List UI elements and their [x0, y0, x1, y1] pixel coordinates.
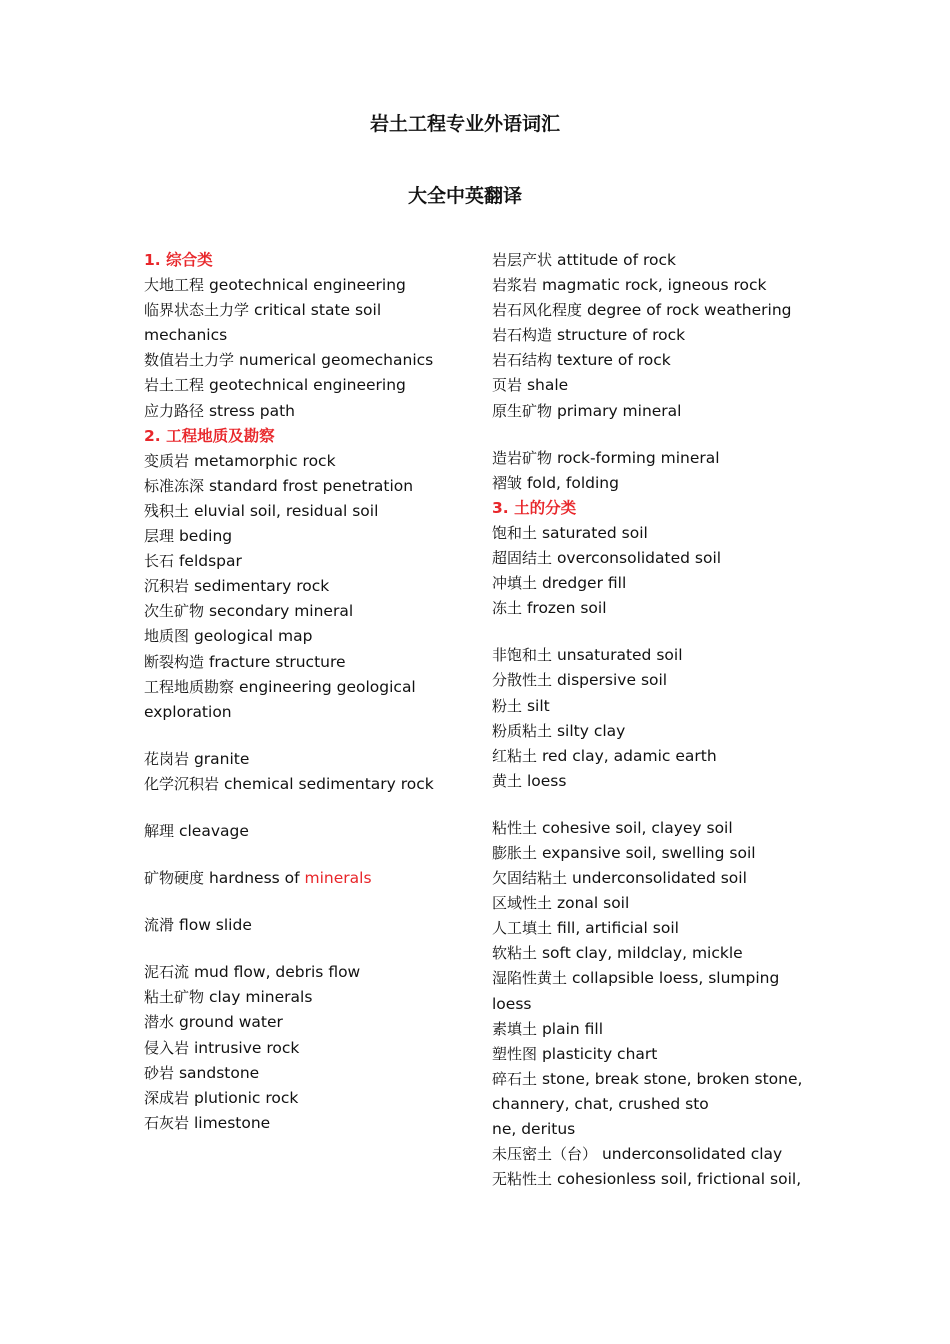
english-term: hardness of	[208, 869, 300, 888]
glossary-entry	[144, 373, 474, 398]
glossary-entry	[492, 916, 812, 941]
english-term: clay minerals	[208, 988, 313, 1007]
glossary-entry	[492, 668, 812, 693]
glossary-entry	[492, 521, 812, 546]
english-term: ground water	[178, 1013, 283, 1032]
chinese-term: 粘性土	[492, 818, 538, 837]
chinese-term: 素填土	[492, 1019, 538, 1038]
chinese-term: 数值岩土力学	[144, 351, 235, 370]
chinese-term: 石灰岩	[144, 1113, 190, 1132]
chinese-term: 膨胀土	[492, 843, 538, 862]
english-term: degree of rock weathering	[586, 301, 792, 320]
glossary-entry	[492, 891, 812, 916]
english-term: plutionic rock	[193, 1088, 299, 1107]
document-title: 岩土工程专业外语词汇	[369, 113, 560, 135]
chinese-term: 侵入岩	[144, 1038, 190, 1057]
glossary-entry	[492, 941, 812, 966]
english-term: overconsolidated soil	[556, 549, 722, 568]
glossary-entry	[144, 913, 474, 938]
right-column	[492, 248, 812, 1192]
english-term: collapsible loess, slumping	[571, 969, 780, 988]
chinese-term: 页岩	[492, 376, 523, 395]
glossary-entry	[144, 524, 474, 549]
english-term: beding	[178, 527, 233, 546]
glossary-entry	[144, 1086, 474, 1111]
chinese-term: 饱和土	[492, 523, 538, 542]
glossary-entry	[144, 348, 474, 373]
english-term: numerical geomechanics	[238, 351, 434, 370]
chinese-term: 临界状态土力学	[144, 301, 250, 320]
chinese-term: 冲填土	[492, 574, 538, 593]
glossary-entry	[492, 571, 812, 596]
chinese-term: 褶皱	[492, 473, 523, 492]
glossary-entry	[492, 1142, 812, 1167]
english-term: rock-forming mineral	[556, 448, 720, 467]
chinese-term: 深成岩	[144, 1088, 190, 1107]
chinese-term: 湿陷性黄土	[492, 969, 568, 988]
chinese-term: 非饱和土	[492, 646, 553, 665]
chinese-term: 泥石流	[144, 963, 190, 982]
chinese-term: 流滑	[144, 916, 175, 935]
section-heading: 3. 土的分类	[492, 498, 577, 517]
chinese-term: 欠固结粘土	[492, 869, 568, 888]
term-continuation: channery, chat, crushed sto	[492, 1094, 709, 1113]
english-term: intrusive rock	[193, 1038, 300, 1057]
english-term: sedimentary rock	[193, 577, 330, 596]
chinese-term: 岩土工程	[144, 376, 205, 395]
glossary-entry	[144, 819, 474, 844]
english-term: geological map	[193, 627, 313, 646]
glossary-entry	[492, 1167, 812, 1192]
chinese-term: 人工填土	[492, 919, 553, 938]
document-subtitle: 大全中英翻译	[407, 185, 522, 207]
glossary-entry	[144, 960, 474, 985]
chinese-term: 塑性图	[492, 1044, 538, 1063]
english-term: magmatic rock, igneous rock	[541, 276, 767, 295]
chinese-term: 残积土	[144, 501, 190, 520]
glossary-entry	[144, 985, 474, 1010]
english-term: plain fill	[541, 1019, 604, 1038]
chinese-term: 分散性土	[492, 671, 553, 690]
chinese-term: 岩石风化程度	[492, 301, 583, 320]
glossary-entry	[492, 719, 812, 744]
glossary-entry	[144, 499, 474, 524]
chinese-term: 软粘土	[492, 944, 538, 963]
chinese-term: 断裂构造	[144, 652, 205, 671]
english-term: fold, folding	[526, 473, 619, 492]
glossary-entry	[144, 549, 474, 574]
glossary-entry	[492, 546, 812, 571]
spacer	[144, 844, 474, 866]
glossary-entry	[144, 399, 474, 424]
chinese-term: 化学沉积岩	[144, 774, 220, 793]
chinese-term: 冻土	[492, 599, 523, 618]
chinese-term: 变质岩	[144, 451, 190, 470]
chinese-term: 粉土	[492, 696, 523, 715]
english-term: dredger fill	[541, 574, 627, 593]
glossary-entry	[144, 273, 474, 298]
chinese-term: 红粘土	[492, 746, 538, 765]
chinese-term: 原生矿物	[492, 401, 553, 420]
english-term: mud flow, debris flow	[193, 963, 361, 982]
spacer	[492, 794, 812, 816]
english-term: stress path	[208, 401, 295, 420]
glossary-entry	[144, 574, 474, 599]
english-term: fracture structure	[208, 652, 346, 671]
english-term: structure of rock	[556, 326, 686, 345]
glossary-entry	[492, 273, 812, 298]
glossary-entry	[144, 675, 474, 700]
english-term: silt	[526, 696, 550, 715]
english-term: shale	[526, 376, 569, 395]
glossary-entry	[144, 1111, 474, 1136]
glossary-entry	[144, 772, 474, 797]
glossary-entry	[492, 1067, 812, 1092]
spacer	[144, 891, 474, 913]
chinese-term: 潜水	[144, 1013, 175, 1032]
english-term: geotechnical engineering	[208, 276, 406, 295]
chinese-term: 黄土	[492, 771, 523, 790]
english-term: chemical sedimentary rock	[223, 774, 434, 793]
glossary-entry	[144, 1061, 474, 1086]
english-term: underconsolidated soil	[571, 869, 747, 888]
glossary-entry	[144, 474, 474, 499]
chinese-term: 砂岩	[144, 1063, 175, 1082]
spacer	[492, 424, 812, 446]
left-column	[144, 248, 474, 1136]
glossary-entry	[492, 596, 812, 621]
spacer	[144, 725, 474, 747]
chinese-term: 岩石构造	[492, 326, 553, 345]
glossary-entry	[144, 747, 474, 772]
chinese-term: 区域性土	[492, 894, 553, 913]
glossary-entry	[492, 841, 812, 866]
glossary-entry	[492, 446, 812, 471]
glossary-entry	[492, 1017, 812, 1042]
glossary-entry	[144, 866, 474, 891]
glossary-entry	[492, 399, 812, 424]
glossary-entry	[492, 248, 812, 273]
english-term: silty clay	[556, 721, 626, 740]
english-term: zonal soil	[556, 894, 630, 913]
chinese-term: 解理	[144, 821, 175, 840]
english-term: soft clay, mildclay, mickle	[541, 944, 743, 963]
spacer	[144, 797, 474, 819]
section-heading: 1. 综合类	[144, 251, 213, 269]
term-continuation: mechanics	[144, 326, 228, 345]
section-heading: 2. 工程地质及勘察	[144, 426, 275, 445]
english-term: stone, break stone, broken stone,	[541, 1069, 803, 1088]
term-continuation: loess	[492, 994, 532, 1013]
spacer	[492, 621, 812, 643]
glossary-entry	[492, 471, 812, 496]
english-term: sandstone	[178, 1063, 260, 1082]
chinese-term: 粉质粘土	[492, 721, 553, 740]
chinese-term: 沉积岩	[144, 577, 190, 596]
glossary-entry	[144, 650, 474, 675]
english-term: metamorphic rock	[193, 451, 336, 470]
chinese-term: 次生矿物	[144, 602, 205, 621]
chinese-term: 未压密土（台）	[492, 1145, 598, 1164]
english-term-highlight: minerals	[304, 869, 372, 888]
glossary-entry	[492, 866, 812, 891]
english-term: feldspar	[178, 552, 242, 571]
chinese-term: 岩石结构	[492, 351, 553, 370]
english-term: eluvial soil, residual soil	[193, 501, 379, 520]
glossary-entry	[492, 966, 812, 991]
chinese-term: 花岗岩	[144, 749, 190, 768]
english-term: primary mineral	[556, 401, 682, 420]
glossary-entry	[492, 744, 812, 769]
chinese-term: 矿物硬度	[144, 869, 205, 888]
chinese-term: 超固结土	[492, 549, 553, 568]
glossary-entry	[492, 298, 812, 323]
glossary-entry	[492, 816, 812, 841]
chinese-term: 造岩矿物	[492, 448, 553, 467]
english-term: loess	[526, 771, 567, 790]
english-term: unsaturated soil	[556, 646, 683, 665]
chinese-term: 岩浆岩	[492, 276, 538, 295]
english-term: critical state soil	[253, 301, 382, 320]
glossary-entry	[144, 624, 474, 649]
term-continuation: exploration	[144, 702, 232, 721]
english-term: cleavage	[178, 821, 249, 840]
english-term: underconsolidated clay	[601, 1145, 783, 1164]
glossary-entry	[492, 694, 812, 719]
glossary-entry	[492, 1042, 812, 1067]
glossary-entry	[492, 643, 812, 668]
glossary-entry	[144, 1036, 474, 1061]
english-term: texture of rock	[556, 351, 671, 370]
english-term: flow slide	[178, 916, 252, 935]
english-term: standard frost penetration	[208, 476, 414, 495]
english-term: geotechnical engineering	[208, 376, 406, 395]
english-term: engineering geological	[238, 677, 416, 696]
chinese-term: 无粘性土	[492, 1170, 553, 1189]
english-term: red clay, adamic earth	[541, 746, 717, 765]
chinese-term: 长石	[144, 552, 175, 571]
english-term: plasticity chart	[541, 1044, 658, 1063]
chinese-term: 工程地质勘察	[144, 677, 235, 696]
english-term: saturated soil	[541, 523, 648, 542]
english-term: limestone	[193, 1113, 271, 1132]
glossary-entry	[492, 769, 812, 794]
english-term: granite	[193, 749, 250, 768]
glossary-entry	[492, 373, 812, 398]
english-term: attitude of rock	[556, 251, 676, 269]
english-term: cohesionless soil, frictional soil,	[556, 1170, 802, 1189]
chinese-term: 碎石土	[492, 1069, 538, 1088]
glossary-entry	[492, 323, 812, 348]
english-term: frozen soil	[526, 599, 607, 618]
chinese-term: 层理	[144, 527, 175, 546]
chinese-term: 标准冻深	[144, 476, 205, 495]
chinese-term: 应力路径	[144, 401, 205, 420]
chinese-term: 地质图	[144, 627, 190, 646]
glossary-entry	[144, 449, 474, 474]
term-continuation: ne, deritus	[492, 1120, 576, 1138]
spacer	[144, 938, 474, 960]
english-term: expansive soil, swelling soil	[541, 843, 756, 862]
chinese-term: 大地工程	[144, 276, 205, 295]
glossary-entry	[144, 298, 474, 323]
english-term: fill, artificial soil	[556, 919, 679, 938]
english-term: secondary mineral	[208, 602, 354, 621]
chinese-term: 岩层产状	[492, 251, 553, 269]
english-term: dispersive soil	[556, 671, 668, 690]
chinese-term: 粘土矿物	[144, 988, 205, 1007]
glossary-entry	[144, 599, 474, 624]
glossary-entry	[492, 348, 812, 373]
english-term: cohesive soil, clayey soil	[541, 818, 733, 837]
glossary-entry	[144, 1010, 474, 1035]
